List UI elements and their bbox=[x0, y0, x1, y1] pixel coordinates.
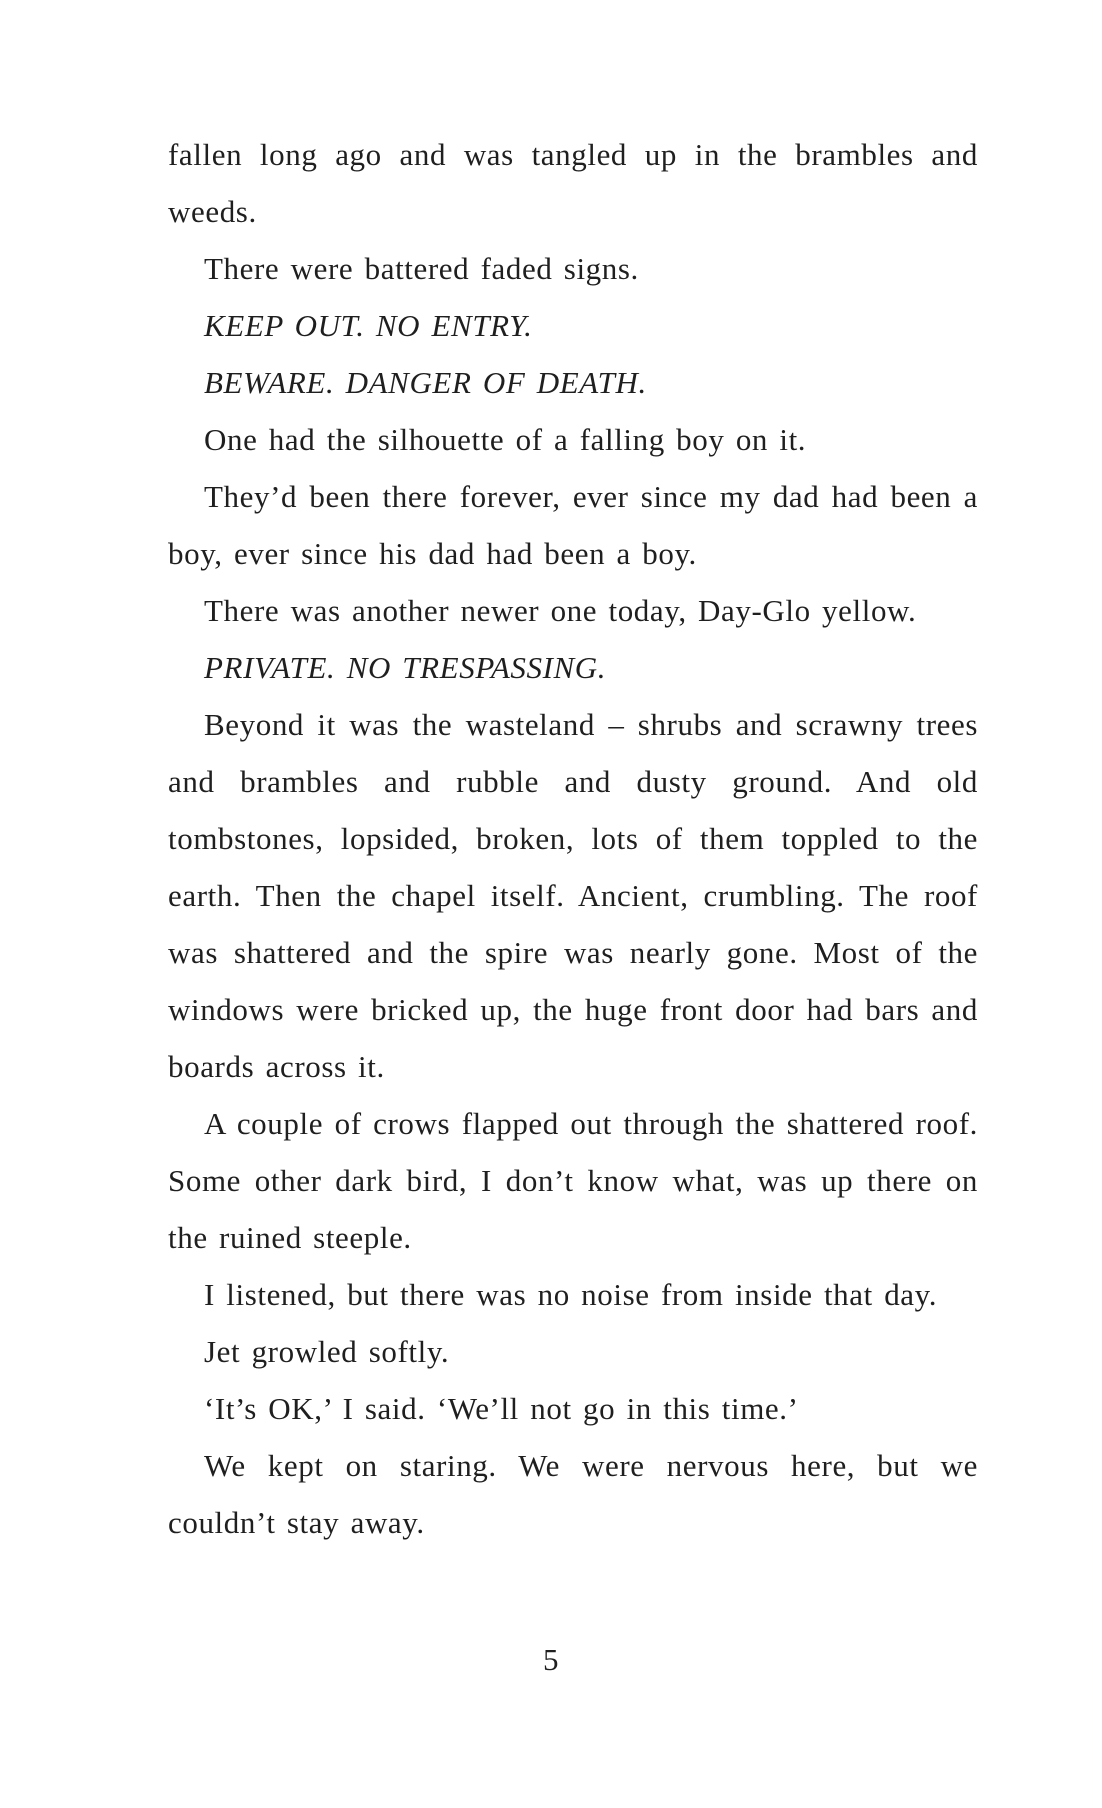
paragraph-battered-signs: There were battered faded signs. bbox=[204, 251, 639, 286]
paragraph-jet-growled: Jet growled softly. bbox=[204, 1334, 450, 1369]
paragraph-forever: They’d been there forever, ever since my dad had been a boy, ever since his dad had been a boy. bbox=[168, 479, 978, 571]
paragraph-silhouette: One had the silhouette of a falling boy on it. bbox=[204, 422, 807, 457]
page-number: 5 bbox=[543, 1642, 559, 1677]
sign-keep-out: KEEP OUT. NO ENTRY. bbox=[204, 308, 533, 343]
body-text bbox=[168, 126, 978, 1551]
paragraph-wasteland: Beyond it was the wasteland – shrubs and scrawny trees and brambles and rubble and dusty ground. And old tombstones, lopsided, broken, lots of them toppled to the earth. Then the chapel itself. Ancient, crumbling. The roof was shattered and the spire was nearly gone. Most of the windows were bricked up, the huge front door had bars and boards across it. bbox=[168, 707, 978, 1084]
sign-private: PRIVATE. NO TRESPASSING. bbox=[204, 650, 607, 685]
paragraph-dialogue: ‘It’s OK,’ I said. ‘We’ll not go in this time.’ bbox=[204, 1391, 799, 1426]
paragraph-kept-staring: We kept on staring. We were nervous here, but we couldn’t stay away. bbox=[168, 1448, 978, 1540]
paragraph-continuation: fallen long ago and was tangled up in the brambles and weeds. bbox=[168, 137, 978, 229]
paragraph-listened: I listened, but there was no noise from inside that day. bbox=[204, 1277, 938, 1312]
paragraph-newer-sign: There was another newer one today, Day-Glo yellow. bbox=[204, 593, 917, 628]
paragraph-crows: A couple of crows flapped out through the shattered roof. Some other dark bird, I don’t know what, was up there on the ruined steeple. bbox=[168, 1106, 978, 1255]
sign-beware: BEWARE. DANGER OF DEATH. bbox=[204, 365, 647, 400]
